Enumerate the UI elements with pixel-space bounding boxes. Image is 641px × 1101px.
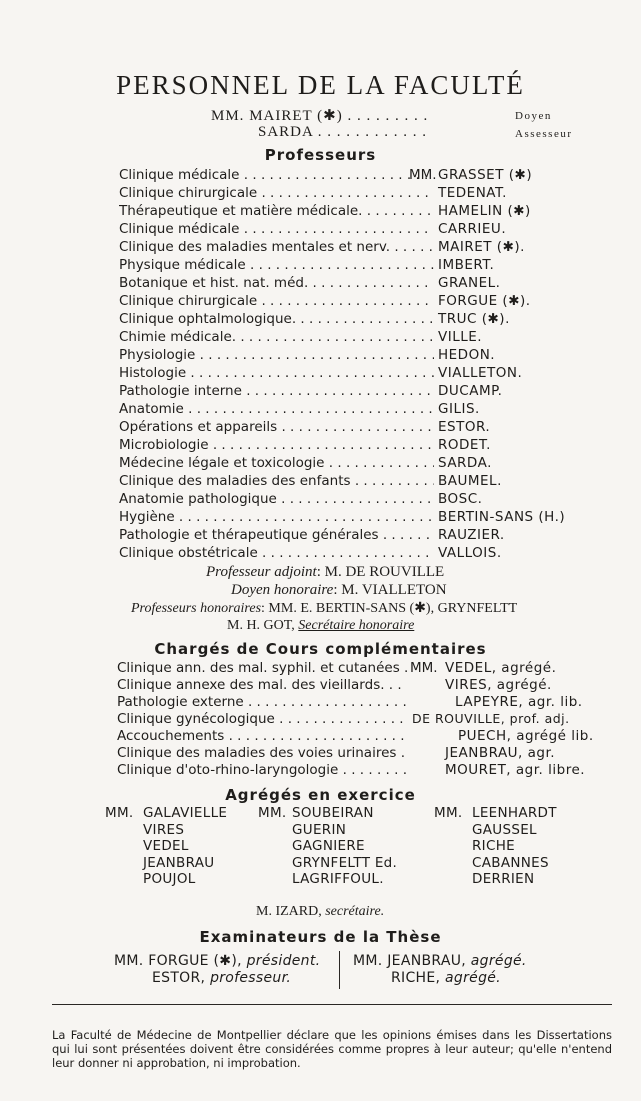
agrege-name: GRYNFELTT Ed. (292, 854, 398, 871)
agrege-name: LEENHARDT (472, 805, 557, 821)
professeur-adjoint-line: Professeur adjoint: M. DE ROUVILLE (206, 564, 445, 580)
examinateur-entry: RICHE, agrégé. (391, 970, 501, 986)
agreges-column: MM. LEENHARDT GAUSSEL RICHE CABANNES DERRIEN (434, 805, 557, 887)
agrege-name: LAGRIFFOUL. (292, 871, 384, 887)
agreges-column: MM. SOUBEIRAN GUERIN GAGNIERE GRYNFELTT Ed. LAGRIFFOUL. (258, 805, 398, 887)
examinateurs-right (353, 953, 527, 987)
professeurs-mm: MM. (409, 167, 437, 183)
doyen-role: Doyen (515, 110, 552, 122)
examinateur-entry: MM. JEANBRAU, agrégé. (353, 953, 527, 969)
doyen-name: MAIRET (✱) (249, 108, 343, 124)
assesseur-line: SARDA . . . . . . . . . . . . (258, 124, 428, 140)
doyen-honoraire-line: Doyen honoraire: M. VIALLETON (231, 582, 447, 598)
agrege-name: CABANNES (472, 854, 549, 871)
examinateurs-left (114, 953, 320, 987)
agrege-name: POUJOL (143, 871, 196, 887)
examinateurs-divider (339, 951, 340, 989)
examinateur-entry: ESTOR, professeur. (152, 970, 292, 986)
professeurs-honoraires-line: Professeurs honoraires: MM. E. BERTIN-SANS (✱), GRYNFELTT (131, 601, 518, 616)
page-title: PERSONNEL DE LA FACULTÉ (116, 70, 525, 100)
agrege-name: RICHE (472, 838, 515, 854)
examinateurs-heading: Examinateurs de la Thèse (199, 928, 442, 946)
assesseur-name: SARDA (258, 124, 314, 140)
charges-mm: MM. (410, 660, 438, 676)
doyen-line: MM. MAIRET (✱) . . . . . . . . . (211, 108, 429, 124)
agrege-name: GALAVIELLE (143, 805, 228, 821)
thesis-personnel-page: PERSONNEL DE LA FACULTÉ MM. MAIRET (✱) . . . . . . . . . Doyen SARDA . . . . . . . . . . . . Assesseur Professeurs MM. Clinique médicale . . . GRASSET (✱) Clinique chirurgicale . . . TEDENAT. Thérapeutique et matière médicale. . . . HAMELIN (✱) Clinique médicale . . . CARRIEU. Clinique des maladies mentales et nerv. . . . MAIRET (✱). Physique médicale . . . IMBERT. Botanique et hist. nat. méd. . . . GRANEL. Clinique chirurgicale . . . FORGUE (✱). Clinique ophtalmologique. . . . TRUC (✱). Chimie médicale. . . . VILLE. Physiologie . . . HEDON. Histologie . . . VIALLETON. Pathologie interne . . . DUCAMP. Anatomie . . . GILIS. Opérations et appareils . . . ESTOR. Microbiologie . . . RODET. Médecine légale et toxicologie . . . SARDA. Clinique des maladies des enfants . . . BAUMEL. Anatomie pathologique . . . BOSC. Hygiène . . . BERTIN-SANS (H.) Pathologie et thérapeutique générales . . . RAUZIER. Clinique obstétricale . . . VALLOIS. Professeur adjoint: M. DE ROUVILLE Doyen honoraire: M. VIALLETON Professeurs honoraires: MM. E. BERTIN-SANS (✱), GRYNFELTT M. H. GOT, Secrétaire honoraire Chargés de Cours complémentaires MM. Clinique ann. des mal. syphil. et cutanées . . . VEDEL, agrégé. Clinique annexe des mal. des vieillards. . . . VIRES, agrégé. Pathologie externe . . . LAPEYRE, agr. lib. Clinique gynécologique . . . DE ROUVILLE, prof. adj. Accouchements . . . PUECH, agrégé lib. Clinique des maladies des voies urinaires . . . JEANBRAU, agr. Clinique d'oto-rhino-laryngologie . . . MOURET, agr. libre. Agrégés en exercice MM. GALAVIELLE VIRES VEDEL JEANBRAU POUJOL MM. SOUBEIRAN GUERIN GAGNIERE GRYNFELTT Ed. LAGRIFFOUL. MM. LEENHARDT GAUSSEL RICHE CABANNES DERRIEN M. IZARD, secrétaire. Examinateurs de la Thèse MM. FORGUE (✱), président. ESTOR, professeur. MM. JEANBRAU, agrégé. RICHE, agrégé. La Faculté de Médecine de Montpellier déclare que les opinions émises dans les Dissertations qui lui sont présentées doivent être considérées comme propres à leur auteur; qu'elle n'entend leur donner ni approbation, ni improbation. (0, 0, 641, 1101)
assesseur-role: Assesseur (515, 128, 573, 140)
professeurs-heading: Professeurs (264, 146, 377, 164)
charges-heading: Chargés de Cours complémentaires (154, 640, 487, 658)
agrege-name: GAUSSEL (472, 821, 537, 838)
secretaire-honoraire-line: M. H. GOT, Secrétaire honoraire (227, 618, 415, 633)
agreges-heading: Agrégés en exercice (225, 786, 416, 804)
agreges-secretary-line: M. IZARD, secrétaire. (256, 904, 385, 919)
agrege-name: GUERIN (292, 821, 347, 838)
agrege-name: GAGNIERE (292, 838, 365, 854)
agrege-name: VIRES (143, 821, 185, 838)
agrege-name: DERRIEN (472, 871, 535, 887)
agrege-name: JEANBRAU (143, 854, 215, 871)
note-rule (52, 1004, 612, 1005)
examinateur-entry: MM. FORGUE (✱), président. (114, 953, 321, 969)
agrege-name: SOUBEIRAN (292, 805, 374, 821)
agrege-name: VEDEL (143, 838, 189, 854)
agreges-column: MM. GALAVIELLE VIRES VEDEL JEANBRAU POUJOL (105, 805, 228, 887)
disclaimer-note: La Faculté de Médecine de Montpellier déclare que les opinions émises dans les Dissertations qui lui sont présentées doivent être considérées comme propres à leur auteur; qu'elle n'entend leur donner ni approbation, ni improbation. (52, 1028, 612, 1070)
